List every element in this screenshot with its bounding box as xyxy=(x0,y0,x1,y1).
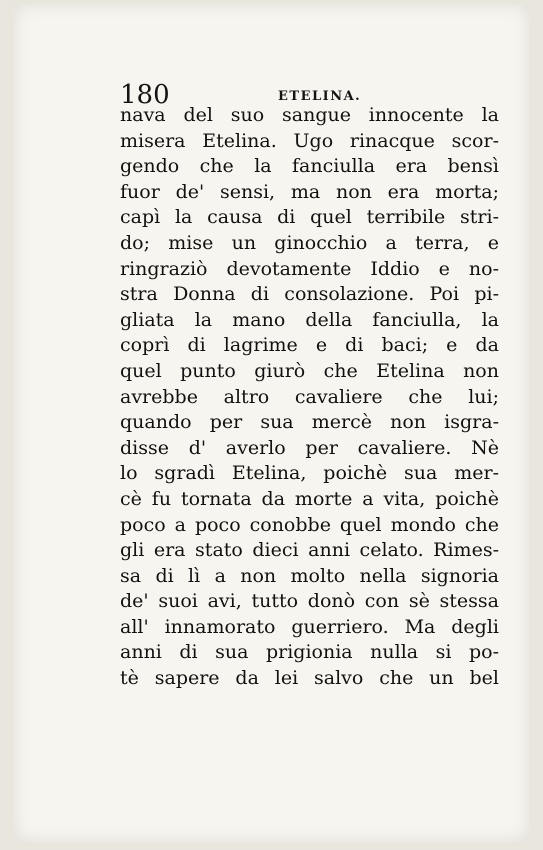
text-line: coprì di lagrime e di baci; e da xyxy=(120,334,499,357)
text-line: disse d' averlo per cavaliere. Nè xyxy=(120,436,499,459)
text-line: nava del suo sangue innocente la xyxy=(120,104,499,126)
text-line: do; mise un ginocchio a terra, e xyxy=(120,231,499,254)
page-number: 180 xyxy=(120,80,170,110)
text-line: gliata la mano della fanciulla, la xyxy=(120,308,499,331)
text-line: quel punto giurò che Etelina non xyxy=(120,359,499,382)
text-line: de' suoi avi, tutto donò con sè stessa xyxy=(120,590,499,613)
text-line: gendo che la fanciulla era bensì xyxy=(120,155,499,178)
text-line: avrebbe altro cavaliere che lui; xyxy=(120,385,499,408)
text-line: cè fu tornata da morte a vita, poichè xyxy=(120,487,499,510)
text-line: stra Donna di consolazione. Poi pi- xyxy=(120,283,499,306)
text-line: gli era stato dieci anni celato. Rimes- xyxy=(120,539,499,562)
text-line: sa di lì a non molto nella signoria xyxy=(120,564,499,587)
text-line: misera Etelina. Ugo rinacque scor- xyxy=(120,129,499,152)
text-line: capì la causa di quel terribile stri- xyxy=(120,206,499,229)
text-line: anni di sua prigionia nulla si po- xyxy=(120,641,499,664)
text-line: tè sapere da lei salvo che un bel xyxy=(120,667,499,690)
text-line: ringraziò devotamente Iddio e no- xyxy=(120,257,499,280)
text-line: quando per sua mercè non isgra- xyxy=(120,411,499,434)
text-line: fuor de' sensi, ma non era morta; xyxy=(120,180,499,203)
running-title: ETELINA. xyxy=(278,89,362,104)
text-line: poco a poco conobbe quel mondo che xyxy=(120,513,499,536)
text-line: all' innamorato guerriero. Ma degli xyxy=(120,615,499,638)
body-text xyxy=(120,103,499,692)
text-line: lo sgradì Etelina, poichè sua mer- xyxy=(120,462,499,485)
